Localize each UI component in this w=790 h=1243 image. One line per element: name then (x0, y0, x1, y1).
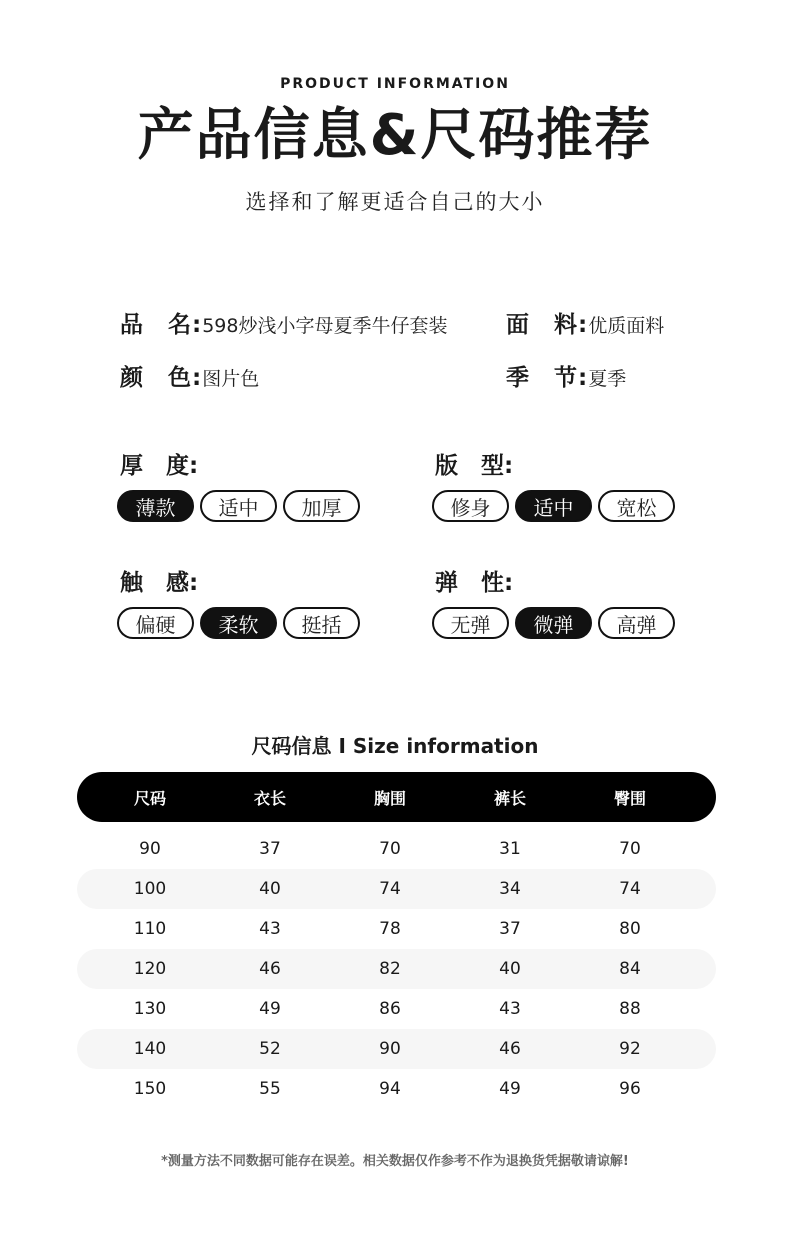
table-row (77, 949, 716, 989)
table-cell: 96 (619, 1079, 641, 1099)
table-cell: 100 (133, 879, 167, 899)
fit-options (432, 490, 675, 522)
column-header: 裤长 (493, 788, 526, 808)
column-header: 臀围 (613, 788, 646, 808)
table-cell: 88 (619, 999, 641, 1019)
table-cell: 37 (259, 839, 281, 859)
table-header-row (77, 772, 716, 822)
table-cell: 46 (499, 1039, 521, 1059)
info-fabric (506, 306, 664, 339)
table-cell: 120 (133, 959, 167, 979)
page-title: 产品信息&尺码推荐 (137, 103, 653, 168)
fit-option[interactable]: 宽松 (598, 490, 675, 522)
feel-option[interactable]: 挺括 (283, 607, 360, 639)
table-cell: 31 (499, 839, 521, 859)
info-color-label: 颜 色: (120, 365, 203, 391)
table-cell: 37 (499, 919, 521, 939)
fit-title: 版 型: (435, 453, 514, 479)
thickness-title: 厚 度: (120, 453, 199, 479)
table-cell: 43 (259, 919, 281, 939)
table-cell: 40 (259, 879, 281, 899)
info-color-value: 图片色 (202, 368, 260, 390)
table-cell: 94 (379, 1079, 401, 1099)
info-fabric-value: 优质面料 (588, 315, 665, 337)
table-row (77, 989, 716, 1029)
elasticity-option[interactable]: 微弹 (515, 607, 592, 639)
column-header: 衣长 (253, 788, 286, 808)
thickness-option[interactable]: 薄款 (117, 490, 194, 522)
elasticity-option[interactable]: 高弹 (598, 607, 675, 639)
elasticity-title: 弹 性: (435, 570, 514, 596)
table-body (77, 822, 716, 1109)
thickness-option[interactable]: 加厚 (283, 490, 360, 522)
size-table-heading: 尺码信息 I Size information (251, 734, 539, 758)
table-row (77, 1029, 716, 1069)
table-cell: 43 (499, 999, 521, 1019)
eyebrow-label: PRODUCT INFORMATION (280, 76, 510, 92)
feel-option[interactable]: 偏硬 (117, 607, 194, 639)
table-cell: 49 (499, 1079, 521, 1099)
feel-option[interactable]: 柔软 (200, 607, 277, 639)
table-cell: 90 (139, 839, 161, 859)
info-season-label: 季 节: (506, 365, 589, 391)
table-cell: 52 (259, 1039, 281, 1059)
fit-option[interactable]: 修身 (432, 490, 509, 522)
table-cell: 74 (619, 879, 641, 899)
table-cell: 86 (379, 999, 401, 1019)
info-color (120, 359, 259, 392)
column-header: 尺码 (133, 788, 166, 808)
column-header: 胸围 (373, 788, 406, 808)
table-row (77, 1069, 716, 1109)
elasticity-option[interactable]: 无弹 (432, 607, 509, 639)
table-cell: 70 (379, 839, 401, 859)
feel-options (117, 607, 360, 639)
table-row (77, 869, 716, 909)
table-cell: 49 (259, 999, 281, 1019)
table-cell: 80 (619, 919, 641, 939)
info-fabric-label: 面 料: (506, 312, 589, 338)
table-row (77, 909, 716, 949)
table-cell: 150 (133, 1079, 167, 1099)
table-row (77, 829, 716, 869)
table-cell: 140 (133, 1039, 167, 1059)
info-season (506, 359, 626, 392)
fit-option[interactable]: 适中 (515, 490, 592, 522)
info-name (120, 306, 447, 339)
disclaimer-note: *测量方法不同数据可能存在误差。相关数据仅作参考不作为退换货凭据敬请谅解! (161, 1154, 629, 1169)
table-cell: 92 (619, 1039, 641, 1059)
table-cell: 78 (379, 919, 401, 939)
elasticity-options (432, 607, 675, 639)
table-cell: 34 (499, 879, 521, 899)
table-cell: 74 (379, 879, 401, 899)
info-name-value: 598炒浅小字母夏季牛仔套装 (202, 315, 448, 337)
info-season-value: 夏季 (588, 368, 627, 390)
thickness-option[interactable]: 适中 (200, 490, 277, 522)
page-subtitle: 选择和了解更适合自己的大小 (245, 190, 545, 214)
table-cell: 84 (619, 959, 641, 979)
table-cell: 46 (259, 959, 281, 979)
info-name-label: 品 名: (120, 312, 203, 338)
table-cell: 70 (619, 839, 641, 859)
table-cell: 110 (133, 919, 167, 939)
thickness-options (117, 490, 360, 522)
table-cell: 130 (133, 999, 167, 1019)
table-cell: 90 (379, 1039, 401, 1059)
table-cell: 82 (379, 959, 401, 979)
table-cell: 40 (499, 959, 521, 979)
size-table (77, 772, 716, 1109)
table-cell: 55 (259, 1079, 281, 1099)
feel-title: 触 感: (120, 570, 199, 596)
